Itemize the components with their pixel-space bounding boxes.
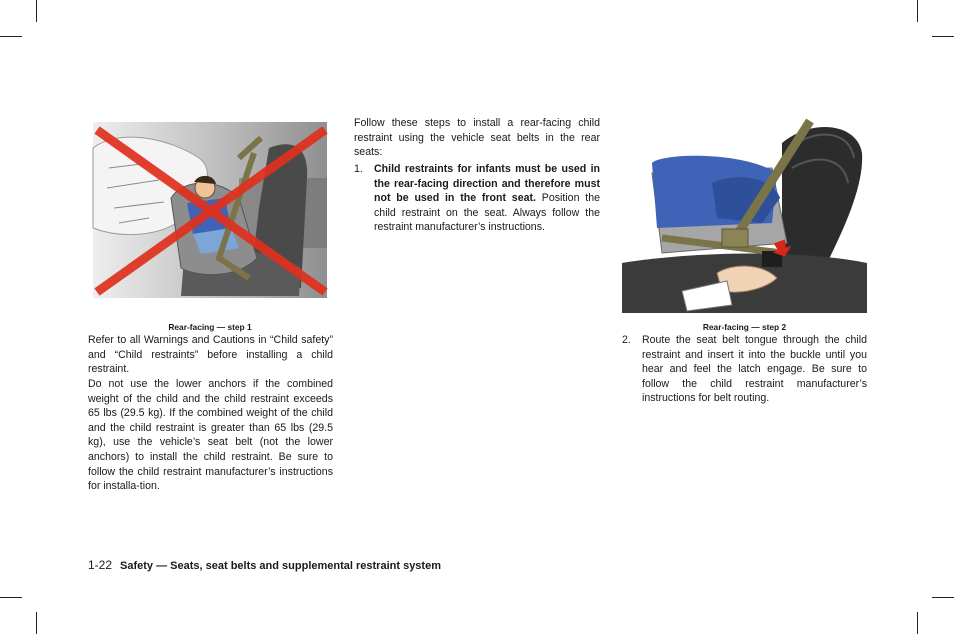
crop-mark: [917, 0, 918, 22]
page-footer: [88, 558, 441, 572]
seat-belt-buckle-illustration: [622, 113, 867, 313]
figure1-caption: Rear-facing — step 1: [168, 322, 252, 332]
step-1-number: 1.: [354, 163, 363, 175]
intro-paragraph-warnings: Refer to all Warnings and Cautions in “Child safety” and “Child restraints” before installing a child restraint.: [88, 334, 333, 376]
crop-mark: [36, 0, 37, 22]
page-number: 1-22: [88, 558, 113, 572]
lower-anchors-paragraph: Do not use the lower anchors if the combined weight of the child and the child restraint exceeds 65 lbs (29.5 kg). If the combined weight of the child and the child restraint is greater than 65 lbs (29.5 kg), use the vehicle’s seat belt (not the lower anchors) to install the child restraint. Be sure to follow the child restraint manufacturer’s instructions for installa-tion.: [88, 378, 333, 493]
crop-mark: [932, 597, 954, 598]
figure2-caption: Rear-facing — step 2: [702, 322, 787, 332]
crop-mark: [932, 36, 954, 37]
figure-rear-facing-step1: [89, 118, 329, 300]
step-1-text: Position the child restraint on the seat. Always follow the restraint manufacturer’s instructions.: [374, 192, 600, 234]
step-2-item: [622, 333, 867, 406]
crop-mark: [0, 597, 22, 598]
figure-rear-facing-step2: [622, 113, 867, 313]
crop-mark: [0, 36, 22, 37]
section-title: Safety — Seats, seat belts and supplemental restraint system: [120, 560, 441, 572]
crop-mark: [917, 612, 918, 634]
step-1-item: [354, 162, 600, 235]
crop-mark: [36, 612, 37, 634]
step-1-body: [374, 162, 600, 235]
step-1-bold-text: Child restraints for infants must be used in the rear-facing direction and therefore must not be used in the front seat.: [374, 163, 600, 205]
step-2-body: Route the seat belt tongue through the child restraint and insert it into the buckle until you hear and feel the latch engage. Be sure to follow the child restraint manufacturer’s instructions for belt routing.: [642, 334, 867, 405]
step-2-number: 2.: [622, 334, 631, 346]
child-seat-front-airbag-illustration: [89, 118, 329, 300]
steps-intro-paragraph: Follow these steps to install a rear-facing child restraint using the vehicle seat belts in the rear seats:: [354, 117, 600, 159]
